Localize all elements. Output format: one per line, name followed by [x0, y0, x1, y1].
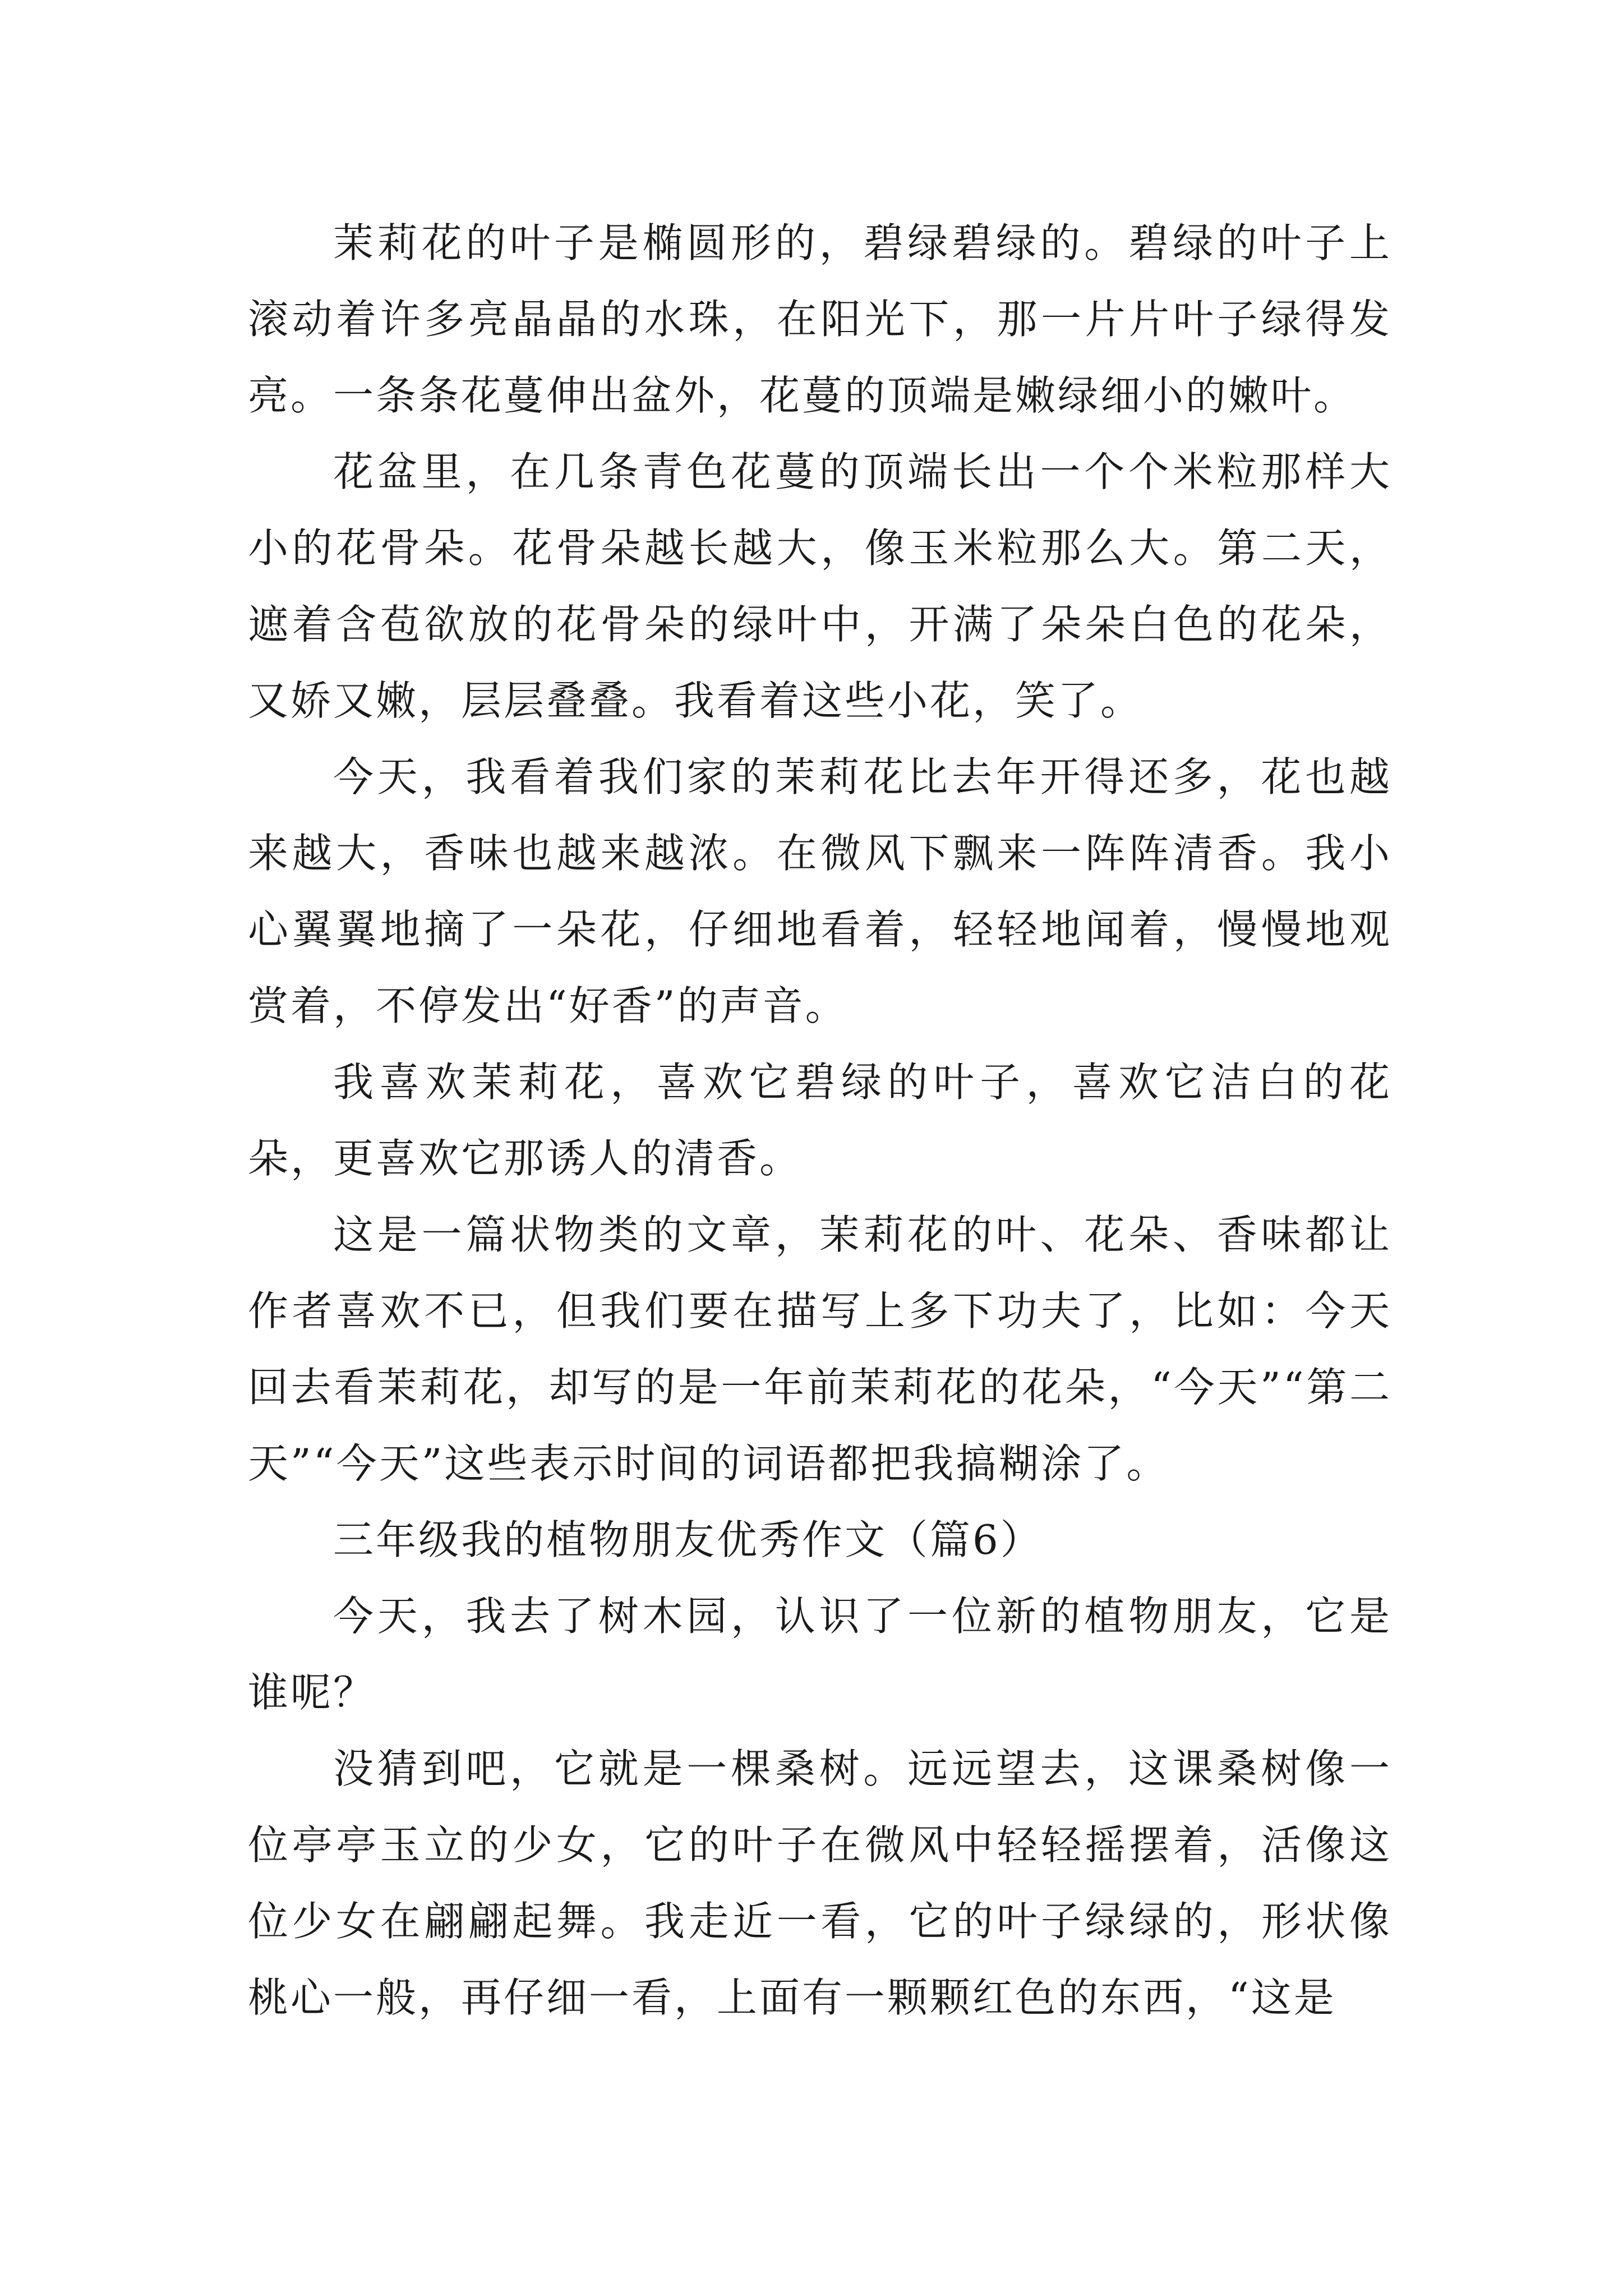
paragraph-6: 今天，我去了树木园，认识了一位新的植物朋友，它是谁呢？: [248, 1593, 1392, 1716]
paragraph-7: 没猜到吧，它就是一棵桑树。远远望去，这课桑树像一位亭亭玉立的少女，它的叶子在微风中轻轻摇摆着，活像这位少女在翩翩起舞。我走近一看，它的叶子绿绿的，形状像桃心一般，再仔细一看，上面有一颗颗红色的东西，“这是: [248, 1745, 1392, 2021]
paragraph-3: 今天，我看着我们家的茉莉花比去年开得还多，花也越来越大，香味也越来越浓。在微风下飘来一阵阵清香。我小心翼翼地摘了一朵花，仔细地看着，轻轻地闻着，慢慢地观赏着，不停发出“好香”的声音。: [248, 753, 1392, 1029]
paragraph-5: 这是一篇状物类的文章，茉莉花的叶、花朵、香味都让作者喜欢不已，但我们要在描写上多下功夫了，比如：今天回去看茉莉花，却写的是一年前茉莉花的花朵，“今天”“第二天”“今天”这些表示时间的词语都把我搞糊涂了。: [248, 1211, 1392, 1487]
document-body: [248, 205, 1392, 2036]
paragraph-4: 我喜欢茉莉花，喜欢它碧绿的叶子，喜欢它洁白的花朵，更喜欢它那诱人的清香。: [248, 1059, 1392, 1182]
paragraph-2: 花盆里，在几条青色花蔓的顶端长出一个个米粒那样大小的花骨朵。花骨朵越长越大，像玉米粒那么大。第二天，遮着含苞欲放的花骨朵的绿叶中，开满了朵朵白色的花朵，又娇又嫩，层层叠叠。我看着这些小花，笑了。: [248, 448, 1392, 724]
section-heading: 三年级我的植物朋友优秀作文（篇6）: [333, 1516, 1043, 1563]
paragraph-1: 茉莉花的叶子是椭圆形的，碧绿碧绿的。碧绿的叶子上滚动着许多亮晶晶的水珠，在阳光下，那一片片叶子绿得发亮。一条条花蔓伸出盆外，花蔓的顶端是嫩绿细小的嫩叶。: [248, 219, 1392, 419]
